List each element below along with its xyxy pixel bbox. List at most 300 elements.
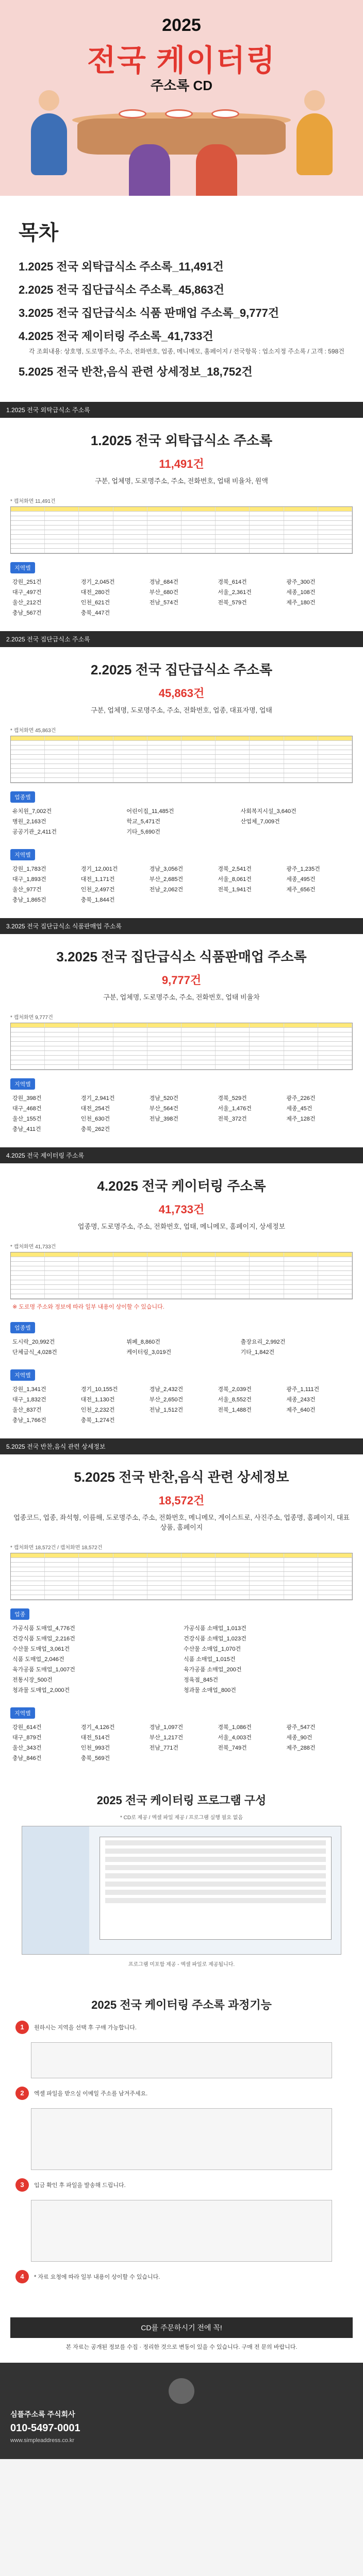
- table-cell: [318, 1037, 352, 1041]
- table-cell: [11, 1046, 45, 1050]
- section-bar: 2.2025 전국 집단급식소 주소록: [0, 631, 363, 647]
- list-item: 공공기관_2,411건: [12, 829, 57, 835]
- step-screenshot: [31, 2042, 332, 2078]
- table-cell: [45, 1558, 79, 1562]
- table-row: [11, 521, 352, 526]
- list-item: 뷔페_8,860건: [126, 1339, 160, 1345]
- table-cell: [182, 549, 216, 553]
- list-item: 경북_2,039건: [218, 1386, 252, 1393]
- table-cell: [284, 736, 318, 740]
- list-item: 강원_614건: [12, 1724, 42, 1731]
- table-cell: [284, 1553, 318, 1557]
- list-item: 학교_5,471건: [126, 819, 160, 825]
- table-cell: [318, 1276, 352, 1280]
- list-item: 전북_1,941건: [218, 887, 252, 893]
- table-cell: [45, 1285, 79, 1289]
- table-cell: [284, 549, 318, 553]
- table-cell: [182, 1590, 216, 1595]
- table-cell: [45, 741, 79, 745]
- table-cell: [11, 1060, 45, 1064]
- table-cell: [216, 1060, 250, 1064]
- list-item: 전남_2,062건: [149, 887, 184, 893]
- table-cell: [45, 1042, 79, 1046]
- program-section: [0, 1776, 363, 1981]
- table-cell: [11, 1262, 45, 1266]
- section-4: [0, 1147, 363, 1438]
- table-cell: [250, 1056, 284, 1060]
- table-cell: [147, 1252, 182, 1257]
- table-cell: [45, 1257, 79, 1261]
- table-cell: [216, 1042, 250, 1046]
- table-cell: [11, 544, 45, 548]
- table-cell: [182, 1046, 216, 1050]
- table-cell: [113, 745, 147, 750]
- list-item: 전북_749건: [218, 1745, 247, 1751]
- table-cell: [284, 1567, 318, 1571]
- table-cell: [182, 1252, 216, 1257]
- table-cell: [182, 1567, 216, 1571]
- table-cell: [250, 1558, 284, 1562]
- table-cell: [318, 1280, 352, 1284]
- list-item: 서울_2,361건: [218, 589, 252, 596]
- list-item: 인천_2,497건: [80, 887, 115, 893]
- table-cell: [182, 759, 216, 764]
- table-cell: [79, 1280, 113, 1284]
- sample-spreadsheet: [10, 1553, 353, 1600]
- table-cell: [113, 1290, 147, 1294]
- table-cell: [113, 1276, 147, 1280]
- list-item: 충북_447건: [80, 610, 110, 616]
- table-cell: [113, 755, 147, 759]
- list-item: 기타_1,842건: [240, 1349, 275, 1355]
- table-cell: [147, 544, 182, 548]
- list-item: 제주_656건: [286, 887, 316, 893]
- table-cell: [182, 1051, 216, 1055]
- table-cell: [45, 1581, 79, 1585]
- table-cell: [147, 539, 182, 544]
- table-cell: [113, 516, 147, 520]
- table-row: [11, 750, 352, 755]
- table-cell: [216, 1023, 250, 1027]
- table-cell: [318, 1266, 352, 1270]
- table-cell: [79, 1262, 113, 1266]
- table-cell: [79, 1037, 113, 1041]
- table-cell: [147, 1553, 182, 1557]
- table-cell: [45, 549, 79, 553]
- table-cell: [11, 1572, 45, 1576]
- table-cell: [216, 1590, 250, 1595]
- list-item: 전남_771건: [149, 1745, 178, 1751]
- table-cell: [250, 769, 284, 773]
- table-cell: [79, 1581, 113, 1585]
- table-cell: [250, 521, 284, 525]
- section-count: 41,733건: [158, 1203, 205, 1216]
- table-cell: [318, 507, 352, 511]
- table-row: [11, 741, 352, 745]
- table-cell: [250, 1262, 284, 1266]
- table-cell: [113, 1056, 147, 1060]
- table-cell: [250, 1271, 284, 1275]
- company-logo: [169, 2378, 194, 2404]
- table-cell: [216, 549, 250, 553]
- table-row: [11, 1028, 352, 1032]
- table-cell: [182, 1577, 216, 1581]
- program-window: [100, 1837, 332, 1940]
- table-cell: [113, 750, 147, 754]
- table-cell: [182, 1595, 216, 1599]
- table-cell: [216, 1262, 250, 1266]
- table-row: [11, 549, 352, 553]
- toc-item[interactable]: 3.2025 전국 집단급식소 식품 판매업 주소록_9,777건: [19, 307, 279, 319]
- table-cell: [284, 1577, 318, 1581]
- table-cell: [284, 1290, 318, 1294]
- sample-spreadsheet: [10, 506, 353, 554]
- table-cell: [147, 1023, 182, 1027]
- table-cell: [11, 769, 45, 773]
- list-item: 세종_243건: [286, 1397, 316, 1403]
- toc-item[interactable]: 4.2025 전국 제이터링 주소록_41,733건: [19, 330, 213, 343]
- table-cell: [250, 1590, 284, 1595]
- list-item: 부산_1,217건: [149, 1735, 184, 1741]
- table-cell: [216, 530, 250, 534]
- toc-item[interactable]: 2.2025 전국 집단급식소 주소록_45,863건: [19, 283, 224, 296]
- list-item: 제주_640건: [286, 1407, 316, 1413]
- table-cell: [113, 1262, 147, 1266]
- list-item: 인천_630건: [80, 1116, 110, 1122]
- table-cell: [284, 1581, 318, 1585]
- table-cell: [11, 1023, 45, 1027]
- list-item: 도시락_20,992건: [12, 1339, 55, 1345]
- table-cell: [216, 778, 250, 782]
- table-cell: [113, 1042, 147, 1046]
- table-cell: [216, 1271, 250, 1275]
- table-cell: [147, 526, 182, 530]
- table-row: [11, 1586, 352, 1590]
- table-cell: [318, 1023, 352, 1027]
- table-cell: [182, 1262, 216, 1266]
- table-cell: [147, 530, 182, 534]
- table-cell: [113, 521, 147, 525]
- table-cell: [216, 1294, 250, 1298]
- table-cell: [216, 1257, 250, 1261]
- table-cell: [11, 741, 45, 745]
- table-cell: [113, 1051, 147, 1055]
- table-cell: [45, 1032, 79, 1037]
- table-cell: [11, 1567, 45, 1571]
- table-cell: [79, 1046, 113, 1050]
- table-cell: [79, 530, 113, 534]
- table-cell: [284, 544, 318, 548]
- table-row: [11, 769, 352, 773]
- table-cell: [79, 1290, 113, 1294]
- table-cell: [147, 1285, 182, 1289]
- table-cell: [147, 512, 182, 516]
- footer-text: 본 자료는 공개된 정보를 수집 · 정리한 것으로 변동이 있을 수 있습니다. 구매 전 문의 바랍니다.: [65, 2344, 298, 2350]
- list-item: 강원_398건: [12, 1095, 42, 1101]
- table-cell: [284, 1280, 318, 1284]
- table-cell: [284, 516, 318, 520]
- table-cell: [318, 1553, 352, 1557]
- table-cell: [216, 1586, 250, 1590]
- table-cell: [250, 530, 284, 534]
- table-cell: [11, 1563, 45, 1567]
- request-section: [0, 1981, 363, 2302]
- table-cell: [318, 1572, 352, 1576]
- table-cell: [182, 773, 216, 777]
- table-cell: [79, 1042, 113, 1046]
- table-cell: [182, 741, 216, 745]
- table-cell: [216, 1252, 250, 1257]
- table-cell: [284, 1056, 318, 1060]
- table-cell: [284, 530, 318, 534]
- table-row: [11, 1280, 352, 1285]
- person-illustration: [129, 144, 170, 196]
- region-tag: 지역별: [10, 849, 35, 860]
- table-cell: [79, 750, 113, 754]
- table-cell: [147, 764, 182, 768]
- table-cell: [11, 1280, 45, 1284]
- list-item: 기타_5,690건: [126, 829, 160, 835]
- table-cell: [113, 1590, 147, 1595]
- list-item: 서울_8,061건: [218, 876, 252, 883]
- table-cell: [182, 1023, 216, 1027]
- list-item: 경남_1,097건: [149, 1724, 184, 1731]
- table-cell: [284, 535, 318, 539]
- table-cell: [79, 535, 113, 539]
- table-cell: [147, 1590, 182, 1595]
- program-note: * CD로 제공 / 엑셀 파일 제공 / 프로그램 실행 필요 없음: [120, 1815, 243, 1821]
- table-cell: [147, 1558, 182, 1562]
- table-cell: [147, 755, 182, 759]
- list-item: 경남_520건: [149, 1095, 178, 1101]
- step-text: * 자료 요청에 따라 일부 내용이 상이할 수 있습니다.: [34, 2274, 160, 2280]
- list-item: 전남_1,512건: [149, 1407, 184, 1413]
- table-cell: [182, 516, 216, 520]
- table-cell: [45, 1290, 79, 1294]
- table-cell: [250, 1252, 284, 1257]
- list-item: 부산_2,685건: [149, 876, 184, 883]
- list-item: 인천_2,232건: [80, 1407, 115, 1413]
- table-cell: [216, 1558, 250, 1562]
- section-note: ※ 도로명 주소와 정보에 따라 일부 내용이 상이할 수 있습니다.: [12, 1304, 164, 1310]
- table-cell: [182, 1276, 216, 1280]
- table-cell: [250, 1581, 284, 1585]
- list-item: 대구_879건: [12, 1735, 42, 1741]
- table-cell: [147, 1056, 182, 1060]
- table-cell: [250, 1046, 284, 1050]
- table-cell: [318, 1595, 352, 1599]
- table-row: [11, 1553, 352, 1558]
- table-cell: [11, 539, 45, 544]
- table-cell: [284, 1046, 318, 1050]
- list-item: 전북_1,488건: [218, 1407, 252, 1413]
- sample-spreadsheet: [10, 736, 353, 783]
- list-item: 울산_977건: [12, 887, 42, 893]
- table-cell: [11, 512, 45, 516]
- table-cell: [11, 750, 45, 754]
- company-site[interactable]: www.simpleaddress.co.kr: [10, 2437, 75, 2444]
- table-cell: [11, 1032, 45, 1037]
- table-cell: [250, 1563, 284, 1567]
- table-cell: [147, 1046, 182, 1050]
- company-phone[interactable]: 010-5497-0001: [10, 2422, 80, 2434]
- table-cell: [147, 1032, 182, 1037]
- program-sidebar: [22, 1826, 89, 1954]
- person-illustration: [196, 144, 237, 196]
- table-row: [11, 1595, 352, 1600]
- table-cell: [45, 1262, 79, 1266]
- list-item: 강원_251건: [12, 579, 42, 585]
- table-cell: [113, 764, 147, 768]
- table-cell: [45, 1280, 79, 1284]
- table-cell: [45, 1065, 79, 1069]
- list-item: 경기_2,941건: [80, 1095, 115, 1101]
- list-item: 경북_1,086건: [218, 1724, 252, 1731]
- section-bar: 4.2025 전국 제이터링 주소록: [0, 1147, 363, 1163]
- table-cell: [79, 1595, 113, 1599]
- table-cell: [182, 1028, 216, 1032]
- table-cell: [216, 1563, 250, 1567]
- list-item: 단체급식_4,028건: [12, 1349, 57, 1355]
- table-cell: [250, 1023, 284, 1027]
- table-cell: [250, 764, 284, 768]
- request-step: [15, 2021, 348, 2034]
- list-item: 충남_567건: [12, 610, 42, 616]
- table-cell: [182, 764, 216, 768]
- table-cell: [79, 764, 113, 768]
- hero-subtitle: 주소록 CD: [150, 78, 213, 93]
- table-cell: [284, 1257, 318, 1261]
- table-cell: [147, 1567, 182, 1571]
- table-cell: [147, 1572, 182, 1576]
- table-cell: [113, 1563, 147, 1567]
- table-cell: [11, 1037, 45, 1041]
- table-cell: [45, 1023, 79, 1027]
- program-screenshot: [22, 1826, 341, 1955]
- toc-note: 각 조회내용: 상호명, 도로명주소, 주소, 전화번호, 업종, 메니메모, 홈페이지 / 전국항목 : 업소지정 주소록 / 고객 : 598건: [29, 348, 344, 355]
- table-cell: [216, 736, 250, 740]
- table-cell: [79, 1056, 113, 1060]
- table-row: [11, 1266, 352, 1271]
- table-cell: [11, 736, 45, 740]
- table-cell: [284, 1023, 318, 1027]
- company-footer: [0, 2363, 363, 2459]
- list-item: 대구_468건: [12, 1106, 42, 1112]
- table-cell: [318, 1028, 352, 1032]
- table-cell: [45, 539, 79, 544]
- table-cell: [113, 1572, 147, 1576]
- list-item: 충남_846건: [12, 1755, 42, 1761]
- table-cell: [11, 535, 45, 539]
- table-cell: [216, 1290, 250, 1294]
- toc-item[interactable]: 1.2025 전국 외탁급식소 주소록_11,491건: [19, 260, 224, 273]
- table-cell: [284, 745, 318, 750]
- table-cell: [147, 521, 182, 525]
- list-item: 부산_564건: [149, 1106, 178, 1112]
- table-cell: [284, 1266, 318, 1270]
- table-cell: [318, 759, 352, 764]
- table-cell: [250, 778, 284, 782]
- step-text: 입금 확인 후 파일을 발송해 드립니다.: [34, 2182, 126, 2189]
- table-cell: [79, 1285, 113, 1289]
- table-cell: [147, 741, 182, 745]
- table-cell: [11, 1577, 45, 1581]
- table-cell: [284, 1032, 318, 1037]
- table-cell: [318, 1577, 352, 1581]
- table-cell: [147, 1266, 182, 1270]
- table-cell: [11, 1266, 45, 1270]
- table-cell: [318, 1257, 352, 1261]
- table-cell: [79, 1028, 113, 1032]
- list-item: 경북_614건: [218, 579, 247, 585]
- list-item: 광주_226건: [286, 1095, 316, 1101]
- list-item: 강원_1,341건: [12, 1386, 46, 1393]
- table-base-illustration: [77, 118, 286, 155]
- type-list: [0, 1624, 363, 1699]
- table-cell: [79, 778, 113, 782]
- table-cell: [250, 1051, 284, 1055]
- table-cell: [250, 745, 284, 750]
- list-item: 경기_4,126건: [80, 1724, 115, 1731]
- table-cell: [79, 516, 113, 520]
- table-cell: [147, 1262, 182, 1266]
- table-cell: [11, 1276, 45, 1280]
- table-row: [11, 1262, 352, 1266]
- table-cell: [182, 1572, 216, 1576]
- section-2: [0, 631, 363, 918]
- table-cell: [216, 1285, 250, 1289]
- toc-item[interactable]: 5.2025 전국 반찬,음식 관련 상세정보_18,752건: [19, 365, 253, 378]
- table-cell: [216, 1032, 250, 1037]
- section-bar: 3.2025 전국 집단급식소 식품판매업 주소록: [0, 918, 363, 934]
- table-row: [11, 1032, 352, 1037]
- table-cell: [284, 539, 318, 544]
- table-cell: [182, 1042, 216, 1046]
- list-item: 울산_212건: [12, 600, 42, 606]
- table-cell: [318, 741, 352, 745]
- table-cell: [182, 1037, 216, 1041]
- table-cell: [79, 1252, 113, 1257]
- step-number: 1: [15, 2021, 29, 2034]
- table-cell: [250, 1586, 284, 1590]
- type-list: [0, 807, 363, 841]
- table-cell: [45, 773, 79, 777]
- table-cell: [284, 521, 318, 525]
- table-cell: [182, 544, 216, 548]
- table-cell: [147, 1581, 182, 1585]
- list-item: 대구_497건: [12, 589, 42, 596]
- company-name: 심플주소록 주식회사: [10, 2410, 75, 2418]
- table-cell: [113, 1586, 147, 1590]
- table-cell: [147, 1276, 182, 1280]
- list-item: 광주_1,111건: [286, 1386, 320, 1393]
- list-item: 충북_1,274건: [80, 1417, 115, 1423]
- table-cell: [45, 1037, 79, 1041]
- table-cell: [216, 769, 250, 773]
- table-cell: [11, 1581, 45, 1585]
- table-cell: [45, 1572, 79, 1576]
- table-cell: [216, 512, 250, 516]
- table-cell: [182, 1060, 216, 1064]
- table-cell: [147, 535, 182, 539]
- table-cell: [250, 1285, 284, 1289]
- table-cell: [318, 1051, 352, 1055]
- list-item: 육가공품 소매업_200건: [184, 1667, 242, 1673]
- table-cell: [11, 1590, 45, 1595]
- table-cell: [182, 745, 216, 750]
- list-item: 경남_3,056건: [149, 866, 184, 872]
- table-row: [11, 1567, 352, 1572]
